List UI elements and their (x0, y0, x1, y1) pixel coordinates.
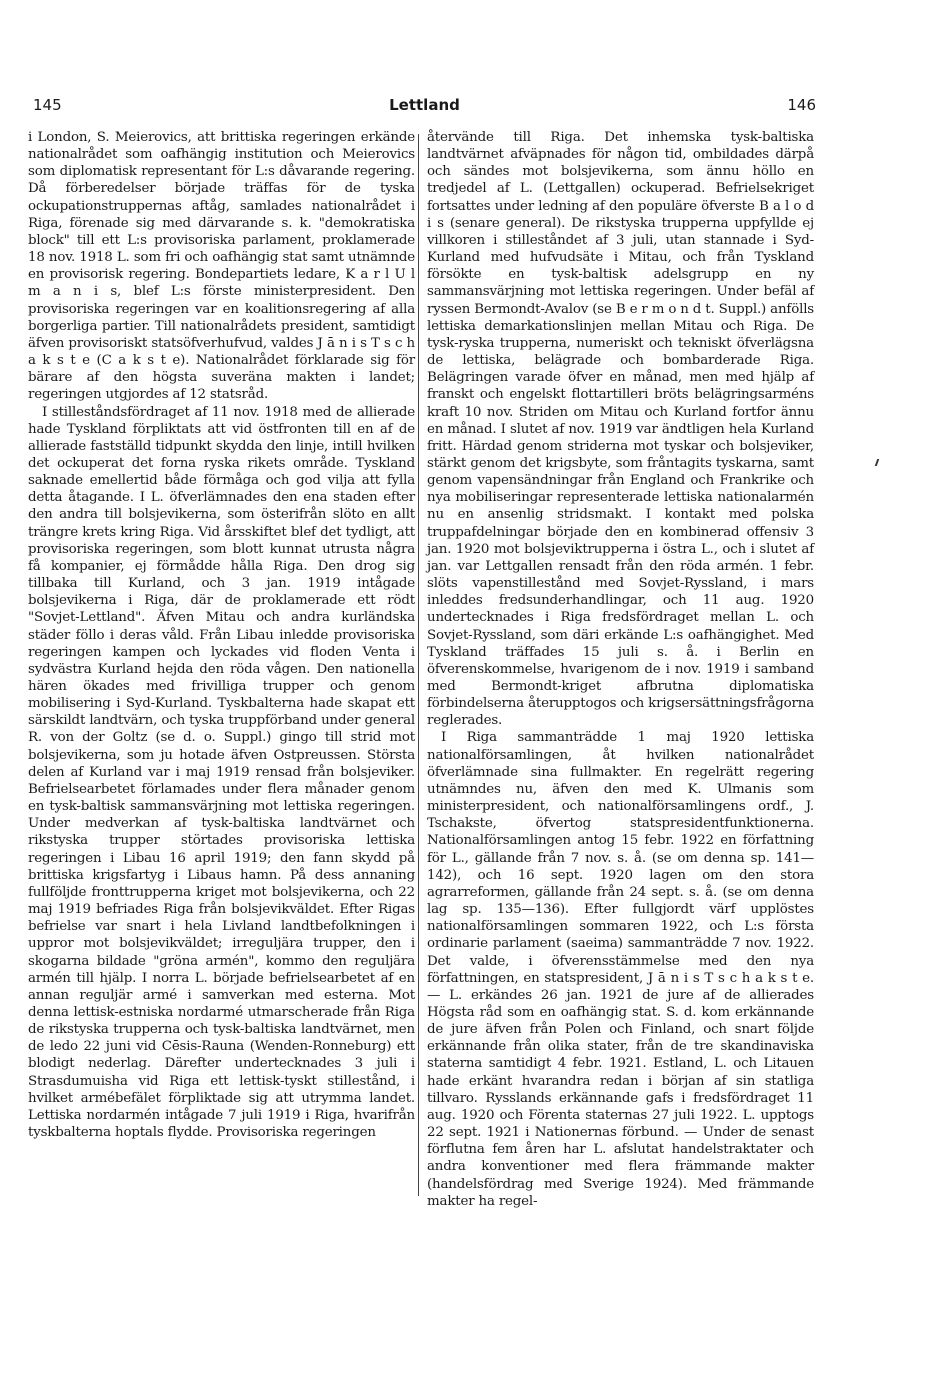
right-paragraph-2: I Riga sammanträdde 1 maj 1920 lettiska nationalförsamlingen, åt hvilken nationalrådet öfverlämnade sina fullmakter. En regelrätt regering utnämndes nu, äfven den med K. Ulmanis som ministerpresident, och nationalförsamlingens ordf., J. Tschakste, öfvertog statspresidentfunktionerna. Nationalförsamlingen antog 15 febr. 1922 en författning för L., gällande från 7 nov. s. å. (se om denna sp. 141—142), och 16 sept. 1920 lagen om den stora agrarreformen, gällande från 24 sept. s. å. (se om denna lag sp. 135—136). Efter fullgjordt värf upplöstes nationalförsamlingen sommaren 1922, och L:s första ordinarie parlament (saeima) sammanträdde 7 nov. 1922. Det valde, i öfverensstämmelse med den nya författningen, en statspresident, J ā n i s T s c h a k s t e. — L. erkändes 26 jan. 1921 de jure af de allierades Högsta råd som en oafhängig stat. S. d. kom erkännande de jure äfven från Polen och Finland, och snart följde erkännande från olika stater, från de tre skandinaviska staterna samtidigt 4 febr. 1921. Estland, L. och Litauen hade erkänt hvarandra redan i början af sin statliga tillvaro. Rysslands erkännande gafs i fredsfördraget 11 aug. 1920 och Förenta staternas 27 juli 1922. L. upptogs 22 sept. 1921 i Nationernas förbund. — Under de senast förflutna fem åren har L. afslutat handelstraktater och andra konventioner med flera främmande makter (handelsfördrag med Sverige 1924). Med främmande makter ha regel- (427, 730, 814, 1209)
running-header (33, 93, 816, 117)
left-paragraph-2: I stilleståndsfördraget af 11 nov. 1918 med de allierade hade Tyskland förpliktats att vid östfronten till en af de allierade fastställd tidpunkt skydda den linje, intill hvilken det ockuperat det forna ryska rikets område. Tyskland saknade emellertid både förmåga och god vilja att fylla detta åtagande. I L. öfverlämnades den ena staden efter den andra till bolsjevikerna, som österifrån slöto en allt trängre krets kring Riga. Vid årsskiftet blef det tydligt, att provisoriska regeringen, som blott kunnat utrusta några få kompanier, ej förmådde hålla Riga. Den drog sig tillbaka till Kurland, och 3 jan. 1919 intågade bolsjevikerna i Riga, där de proklamerade ett rödt "Sovjet-Lettland". Äfven Mitau och andra kurländska städer föllo i deras våld. Från Libau inledde provisoriska regeringen kampen och lyckades vid floden Venta i sydvästra Kurland hejda den röda vågen. Den nationella hären ökades med frivilliga trupper och genom mobilisering i Syd-Kurland. Tyskbalterna hade skapat ett särskildt landtvärn, och tyska truppförband under general R. von der Goltz (se d. o. Suppl.) gingo till strid mot bolsjevikerna, som ju hotade äfven Ostpreussen. Största delen af Kurland var i maj 1919 rensad från bolsjeviker. Befrielsearbetet förlamades under flera månader genom en tysk-baltisk sammansvärjning mot lettiska regeringen. Under medverkan af tysk-baltiska landtvärnet och rikstyska trupper störtades provisoriska lettiska regeringen i Libau 16 april 1919; den fann skydd på brittiska krigsfartyg i Libaus hamn. På dess annaning fullföljde fronttrupperna kriget mot bolsjevikerna, och 22 maj 1919 befriades Riga från bolsjevikväldet. Efter Rigas befrielse var snart i hela Livland landtbefolkningen i uppror mot bolsjevikväldet; irreguljära trupper, den i skogarna bildade "gröna armén", kommo den reguljära armén till hjälp. I norra L. började befrielsearbetet af en annan reguljär armé i samverkan med esterna. Mot denna lettisk-estniska nordarmé utmarscherade från Riga de rikstyska trupperna och tysk-baltiska landtvärnet, men de ledo 22 juni vid Cēsis-Rauna (Wenden-Ronneburg) ett blodigt nederlag. Därefter undertecknades 3 juli i Strasdumuisha vid Riga ett lettisk-tyskt stillestånd, i hvilket armébefälet förpliktade sig att utrymma landet. Lettiska nordarmén intågade 7 juli 1919 i Riga, hvarifrån tyskbalterna hoptals flydde. Provisoriska regeringen (28, 404, 415, 1141)
margin-ink-mark (875, 459, 883, 466)
column-divider (418, 134, 419, 1196)
right-column (427, 129, 814, 1210)
left-paragraph-1: i London, S. Meierovics, att brittiska regeringen erkände nationalrådet som oafhängig institution och Meierovics som diplomatisk representant för L:s dåvarande regering. Då förberedelser började träffas för de tyska ockupationstruppernas aftåg, samlades nationalrådet i Riga, förenade sig med därvarande s. k. "demokratiska block" till ett L:s provisoriska parlament, proklamerade 18 nov. 1918 L. som fri och oafhängig stat samt utnämnde en provisorisk regering. Bondepartiets ledare, K a r l U l m a n i s, blef L:s förste ministerpresident. Den provisoriska regeringen var en koalitionsregering af alla borgerliga partier. Till nationalrådets president, samtidigt äfven provisoriskt statsöfverhufvud, valdes J ā n i s T s c h a k s t e (C a k s t e). Nationalrådet förklarade sig för bärare af den högsta suveräna makten i landet; regeringen utgjordes af 12 statsråd. (28, 130, 415, 403)
left-page-number: 145 (33, 96, 62, 114)
right-page-number: 146 (787, 96, 816, 114)
right-paragraph-1: återvände till Riga. Det inhemska tysk-baltiska landtvärnet afväpnades för någon tid, ombildades därpå och sändes mot bolsjevikerna, som ännu höllo en tredjedel af L. (Lettgallen) ockuperad. Befrielsekriget fortsattes under ledning af den populäre öfverste B a l o d i s (senare general). De rikstyska trupperna uppfyllde ej villkoren i stilleståndet af 3 juli, utan stannade i Syd-Kurland med hufvudsäte i Mitau, och från Tyskland försökte en tysk-baltisk adelsgrupp en ny sammansvärjning mot lettiska regeringen. Under befäl af ryssen Bermondt-Avalov (se B e r m o n d t. Suppl.) anfölls lettiska demarkationslinjen mellan Mitau och Riga. De tysk-ryska trupperna, numeriskt och tekniskt öfverlägsna de lettiska, belägrade och bombarderade Riga. Belägringen varade öfver en månad, men med hjälp af franskt och engelskt flottartilleri bröts belägringsarméns kraft 10 nov. Striden om Mitau och Kurland fortfor ännu en månad. I slutet af nov. 1919 var ändtligen hela Kurland fritt. Härdad genom striderna mot tyskar och bolsjeviker, stärkt genom det krigsbyte, som fråntagits tyskarna, samt genom vapensändningar från England och Frankrike och nya mobiliseringar representerade lettiska nationalarmén nu en ansenlig stridsmakt. I kontakt med polska truppafdelningar började den en kombinerad offensiv 3 jan. 1920 mot bolsjeviktrupperna i östra L., och i slutet af jan. var Lettgallen rensadt från den röda armén. 1 febr. slöts vapenstillestånd med Sovjet-Ryssland, i mars inleddes fredsunderhandlingar, och 11 aug. 1920 undertecknades i Riga fredsfördraget mellan L. och Sovjet-Ryssland, som däri erkände L:s oafhängighet. Med Tyskland träffades 15 juli s. å. i Berlin en öfverenskommelse, hvarigenom de i nov. 1919 i samband med Bermondt-kriget afbrutna diplomatiska förbindelserna återupptogos och krigsersättningsfrågorna reglerades. (427, 130, 814, 729)
left-column (28, 129, 415, 1141)
page-title: Lettland (389, 96, 460, 114)
